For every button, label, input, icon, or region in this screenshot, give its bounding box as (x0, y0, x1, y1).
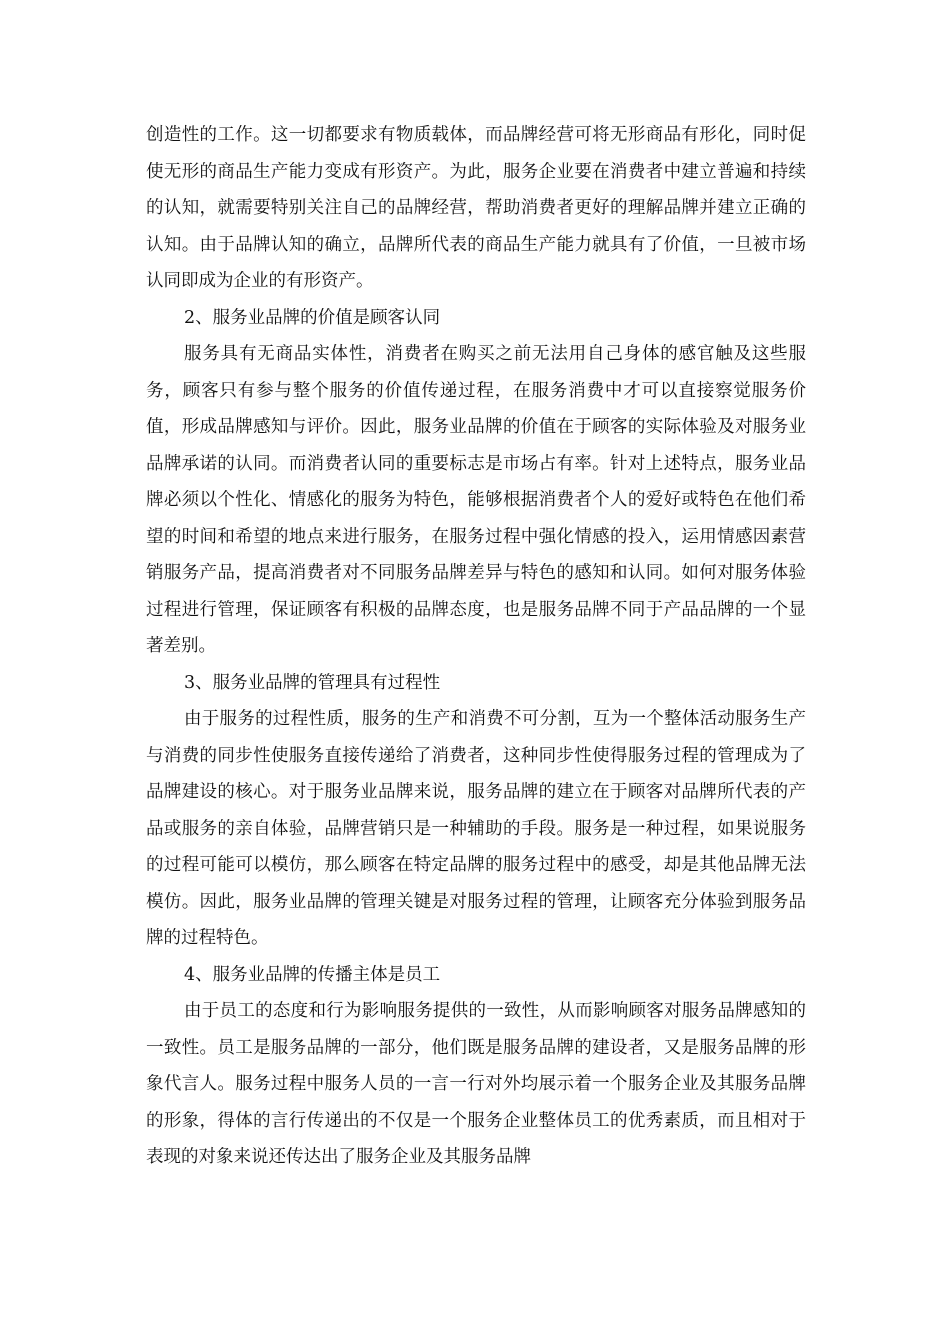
section-heading-3: 3、服务业品牌的管理具有过程性 (184, 672, 441, 693)
section-heading-4: 4、服务业品牌的传播主体是员工 (184, 964, 441, 985)
paragraph-process-management: 由于服务的过程性质，服务的生产和消费不可分割，互为一个整体活动服务生产与消费的同步性使服务直接传递给了消费者，这种同步性使得服务过程的管理成为了品牌建设的核心。对于服务业品牌来说，服务品牌的建立在于顾客对品牌所代表的产品或服务的亲自体验，品牌营销只是一种辅助的手段。服务是一种过程，如果说服务的过程可能可以模仿，那么顾客在特定品牌的服务过程中的感受，却是其他品牌无法模仿。因此，服务业品牌的管理关键是对服务过程的管理，让顾客充分体验到服务品牌的过程特色。 (146, 709, 806, 948)
paragraph-brand-asset: 创造性的工作。这一切都要求有物质载体，而品牌经营可将无形商品有形化，同时促使无形的商品生产能力变成有形资产。为此，服务企业要在消费者中建立普遍和持续的认知，就需要特别关注自己的品牌经营，帮助消费者更好的理解品牌并建立正确的认知。由于品牌认知的确立，品牌所代表的商品生产能力就具有了价值，一旦被市场认同即成为企业的有形资产。 (146, 125, 806, 291)
section-heading-2: 2、服务业品牌的价值是顾客认同 (184, 307, 441, 328)
paragraph-customer-recognition: 服务具有无商品实体性，消费者在购买之前无法用自己身体的感官触及这些服务，顾客只有参与整个服务的价值传递过程，在服务消费中才可以直接察觉服务价值，形成品牌感知与评价。因此，服务业品牌的价值在于顾客的实际体验及对服务业品牌承诺的认同。而消费者认同的重要标志是市场占有率。针对上述特点，服务业品牌必须以个性化、情感化的服务为特色，能够根据消费者个人的爱好或特色在他们希望的时间和希望的地点来进行服务，在服务过程中强化情感的投入，运用情感因素营销服务产品，提高消费者对不同服务品牌差异与特色的感知和认同。如何对服务体验过程进行管理，保证顾客有积极的品牌态度，也是服务品牌不同于产品品牌的一个显著差别。 (146, 344, 806, 656)
paragraph-employee-communication: 由于员工的态度和行为影响服务提供的一致性，从而影响顾客对服务品牌感知的一致性。员工是服务品牌的一部分，他们既是服务品牌的建设者，又是服务品牌的形象代言人。服务过程中服务人员的一言一行对外均展示着一个服务企业及其服务品牌的形象，得体的言行传递出的不仅是一个服务企业整体员工的优秀素质，而且相对于表现的对象来说还传达出了服务企业及其服务品牌 (146, 1001, 806, 1167)
document-page (146, 117, 806, 1176)
